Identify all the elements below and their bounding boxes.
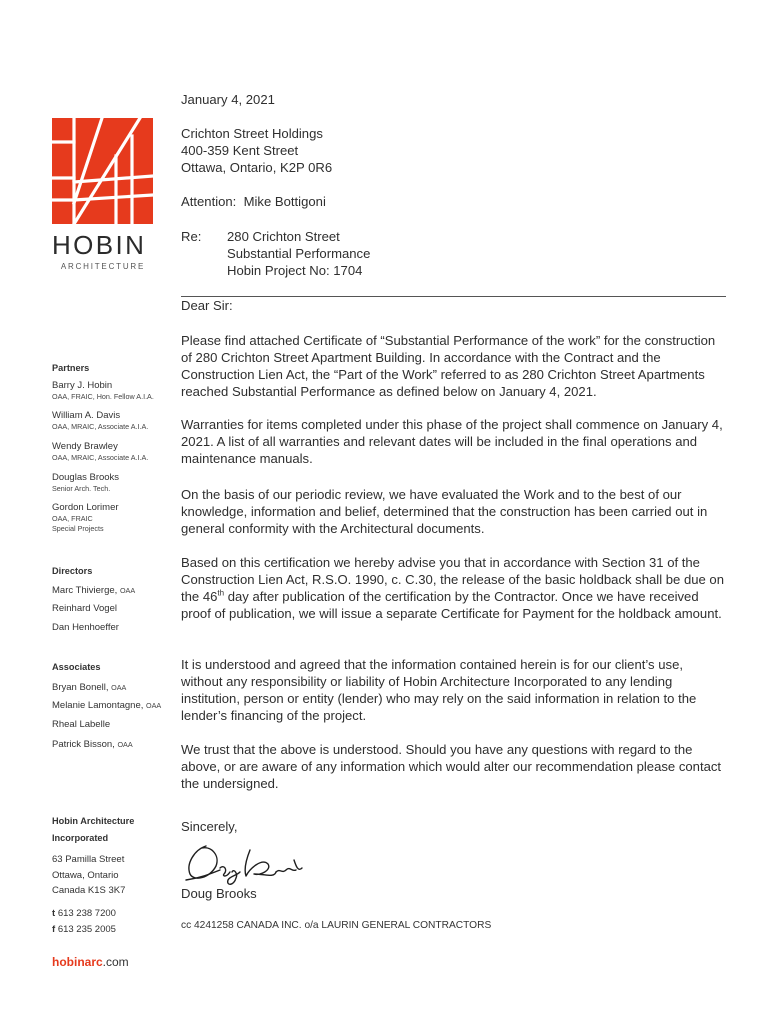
address-street: 63 Pamilla Street [52,854,125,865]
partner-credentials: OAA, FRAIC, Hon. Fellow A.I.A. [52,392,154,401]
fax-number: 613 235 2005 [57,923,116,935]
attention-line [181,193,326,210]
paragraph-3: On the basis of our periodic review, we have evaluated the Work and to the best of our knowledge, information and belief, determined that the construction has been carried out in general conformity with the Architectural documents. [181,487,708,536]
director-credentials: OAA [119,586,136,595]
associate-name: Rheal Labelle [52,719,111,730]
associate-credentials: OAA [146,701,162,710]
director-item [52,603,117,615]
recipient-city: Ottawa, Ontario, K2P 0R6 [181,160,333,175]
fax-line [52,922,116,938]
handwritten-signature [176,836,311,888]
partner-credentials: Senior Arch. Tech. [52,484,111,493]
fax-label: f [52,923,56,935]
paragraph-4-text-b: day after publication of the certification by the Contractor. Once we have received proof of publication, we will issue a separate Certificate for Payment for the holdback amount. [181,589,722,621]
director-name: Reinhard Vogel [52,603,117,614]
website-prefix: hobinarc [52,955,103,969]
partner-item [52,410,148,432]
partner-item [52,472,119,494]
letter-date: January 4, 2021 [181,92,275,107]
director-item [52,622,119,634]
recipient-address [181,125,332,176]
recipient-street: 400-359 Kent Street [181,143,299,158]
associate-name: Bryan Bonell, [52,682,109,693]
attention-label: Attention: [181,194,237,209]
director-name: Dan Henhoeffer [52,622,119,633]
company-name-line2: Incorporated [52,833,109,843]
partner-role: Special Projects [52,524,104,533]
re-label: Re: [181,229,202,244]
subject-title: Substantial Performance [227,246,371,261]
salutation: Dear Sir: [181,298,233,313]
associates-heading: Associates [52,662,101,672]
partner-name: Douglas Brooks [52,472,120,483]
closing: Sincerely, [181,819,238,834]
company-name [52,813,134,847]
website-link[interactable] [52,955,129,969]
logo-subtitle: ARCHITECTURE [60,262,146,271]
associate-credentials: OAA [117,740,133,749]
director-name: Marc Thivierge, [52,585,118,596]
ordinal-superscript: th [217,588,225,598]
paragraph-1: Please find attached Certificate of “Substantial Performance of the work” for the construction of 280 Crichton Street Apartment Building. In accordance with the Contract and the Construction Lien Act, the “Part of the Work” referred to as 280 Crichton Street Apartments reached Substantial Performance as defined below on January 4, 2021. [181,333,716,399]
address-country: Canada K1S 3K7 [52,885,126,896]
paragraph-2: Warranties for items completed under this phase of the project shall commence on January 4, 2021. A list of all warranties and relevant dates will be included in the final operations and maintenance manuals. [181,417,723,466]
cc-line: cc 4241258 CANADA INC. o/a LAURIN GENERAL CONTRACTORS [181,920,492,931]
paragraph-6: We trust that the above is understood. Should you have any questions with regard to the above, or are aware of any information which would alter our recommendation please contact the undersigned. [181,742,722,791]
subject-project-number: Hobin Project No: 1704 [227,263,363,278]
partner-name: Gordon Lorimer [52,502,119,513]
phone-number: 613 238 7200 [57,908,116,919]
partner-credentials: OAA, FRAIC [52,514,93,523]
phone-line [52,906,116,922]
partner-item [52,441,148,463]
associate-credentials: OAA [111,683,127,692]
signer-name: Doug Brooks [181,886,257,901]
company-name-line1: Hobin Architecture [52,816,135,826]
website-suffix: .com [102,955,129,969]
subject-block [227,228,370,279]
director-item [52,585,135,597]
associate-item [52,719,110,731]
partner-name: William A. Davis [52,410,121,421]
associate-item [52,682,126,694]
subject-project: 280 Crichton Street [227,229,340,244]
company-address [52,852,125,899]
hobin-logo-mark [52,118,153,224]
paragraph-4 [181,554,726,622]
recipient-company: Crichton Street Holdings [181,126,323,141]
partner-item [52,502,119,534]
phone-label: t [52,908,56,919]
partner-credentials: OAA, MRAIC, Associate A.I.A. [52,453,149,462]
paragraph-4-text-a: Based on this certification we hereby advise you that in accordance with Section 31 of the Construction Lien Act, R.S.O. 1990, c. C.30, the release of the basic holdback shall be due on the 46 [181,555,724,604]
partner-name: Barry J. Hobin [52,380,113,391]
directors-heading: Directors [52,566,93,576]
paragraph-5: It is understood and agreed that the information contained herein is for our client’s use, without any responsibility or liability of Hobin Architecture Incorporated to any lending institution, person or entity (lender) who may rely on the said information in relation to the lender’s financing of the project. [181,657,697,723]
logo-wordmark: HOBIN [52,230,147,260]
associate-name: Melanie Lamontagne, [52,700,144,711]
associate-name: Patrick Bisson, [52,739,115,750]
address-city: Ottawa, Ontario [52,869,119,881]
divider [181,296,726,297]
associate-item [52,700,161,712]
partner-credentials: OAA, MRAIC, Associate A.I.A. [52,422,149,431]
partner-item [52,380,154,402]
partner-name: Wendy Brawley [52,441,118,452]
attention-name: Mike Bottigoni [243,194,326,209]
contact-numbers [52,906,116,937]
partners-heading: Partners [52,363,90,373]
associate-item [52,739,133,751]
